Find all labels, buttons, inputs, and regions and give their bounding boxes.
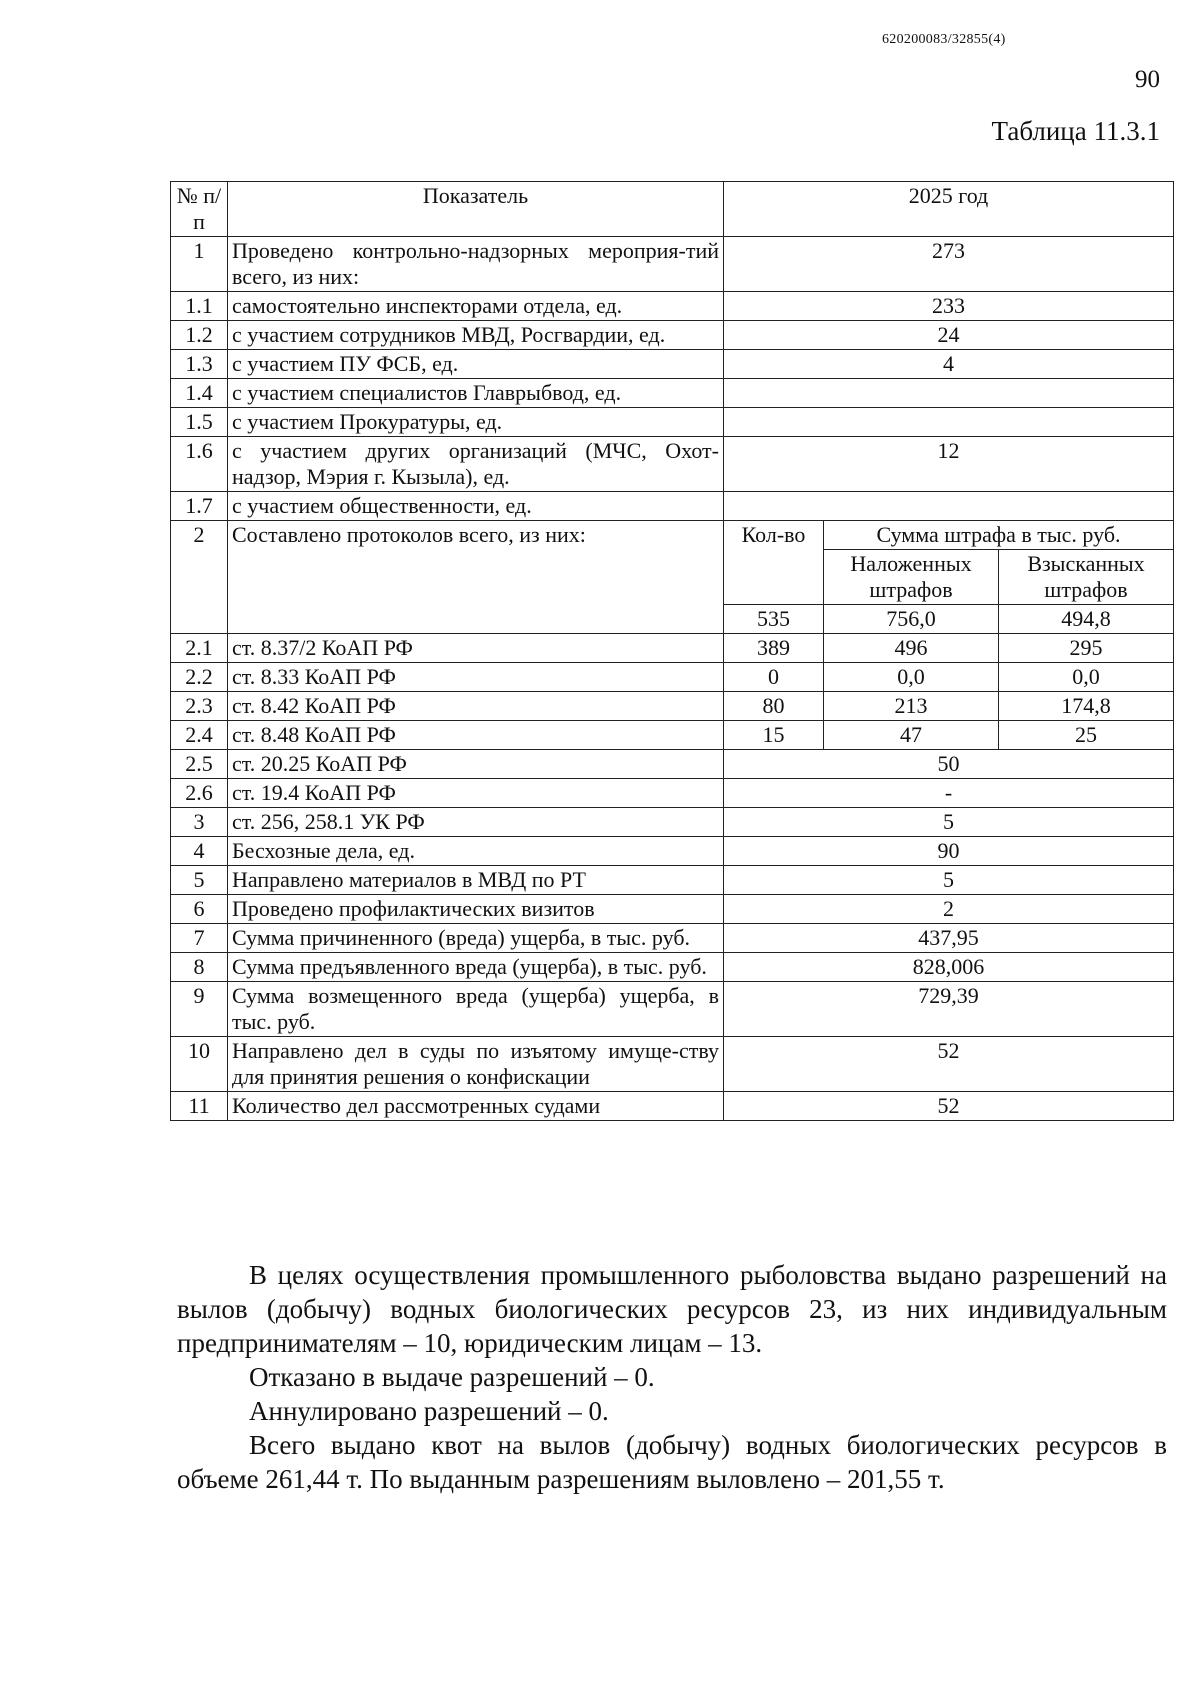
table-row (171, 379, 1174, 408)
row-number: 2.1 (171, 634, 228, 663)
row-indicator: с участием общественности, ед. (228, 492, 724, 521)
row-number: 1.2 (171, 321, 228, 350)
row-number: 1.4 (171, 379, 228, 408)
page-number: 90 (1135, 66, 1160, 93)
row-value: 12 (724, 437, 1174, 492)
table-row (171, 721, 1174, 750)
table-row (171, 982, 1174, 1037)
table-row (171, 692, 1174, 721)
row-value: - (724, 779, 1174, 808)
row-indicator: ст. 19.4 КоАП РФ (228, 779, 724, 808)
table-row (171, 1092, 1174, 1121)
table-row (171, 1037, 1174, 1092)
row-value: 233 (724, 292, 1174, 321)
row-value: 5 (724, 866, 1174, 895)
paragraph-permits: В целях осуществления промышленного рыболовства выдано разрешений на вылов (добычу) водных биологических ресурсов 23, из них индивидуальным предпринимателям – 10, юридическим лицам – 13. (177, 1260, 1167, 1358)
row-number: 7 (171, 924, 228, 953)
row-number: 1.6 (171, 437, 228, 492)
row-collected: 25 (999, 721, 1174, 750)
row-indicator: Количество дел рассмотренных судами (228, 1092, 724, 1121)
row-indicator: Проведено контрольно-надзорных мероприя-тий всего, из них: (228, 237, 724, 292)
indicators-table (170, 181, 1174, 1121)
row-number: 1.1 (171, 292, 228, 321)
row-value (724, 408, 1174, 437)
paragraph-refused: Отказано в выдаче разрешений – 0. (249, 1362, 655, 1392)
row-indicator: Сумма возмещенного вреда (ущерба) ущерба, в тыс. руб. (228, 982, 724, 1037)
row-indicator: ст. 20.25 КоАП РФ (228, 750, 724, 779)
row-number: 1.3 (171, 350, 228, 379)
header-fine-sum: Сумма штрафа в тыс. руб. (824, 521, 1174, 550)
protocols-header-row (171, 521, 1174, 550)
row-indicator: Бесхозные дела, ед. (228, 837, 724, 866)
row-number: 2.2 (171, 663, 228, 692)
total-imposed: 756,0 (824, 605, 999, 634)
row-collected: 174,8 (999, 692, 1174, 721)
header-year: 2025 год (724, 182, 1174, 237)
header-count: Кол-во (724, 521, 824, 605)
row-value: 2 (724, 895, 1174, 924)
row-count: 80 (724, 692, 824, 721)
row-value: 437,95 (724, 924, 1174, 953)
row-number: 4 (171, 837, 228, 866)
table-row (171, 953, 1174, 982)
table-header-row (171, 182, 1174, 237)
row-value (724, 379, 1174, 408)
row-value: 5 (724, 808, 1174, 837)
row-indicator: ст. 8.37/2 КоАП РФ (228, 634, 724, 663)
row-number: 1 (171, 237, 228, 292)
row-count: 15 (724, 721, 824, 750)
body-text (177, 1258, 1167, 1496)
row-indicator: с участием ПУ ФСБ, ед. (228, 350, 724, 379)
row-indicator: ст. 8.48 КоАП РФ (228, 721, 724, 750)
row-value: 90 (724, 837, 1174, 866)
row-imposed: 0,0 (824, 663, 999, 692)
row-indicator: ст. 8.42 КоАП РФ (228, 692, 724, 721)
row-number: 5 (171, 866, 228, 895)
table-row (171, 292, 1174, 321)
table-row (171, 634, 1174, 663)
document-id: 620200083/32855(4) (882, 32, 1006, 47)
row-indicator: Проведено профилактических визитов (228, 895, 724, 924)
row-count: 389 (724, 634, 824, 663)
row-number: 2 (171, 521, 228, 634)
paragraph-quotas: Всего выдано квот на вылов (добычу) водных биологических ресурсов в объеме 261,44 т. По выданным разрешениям выловлено – 201,55 т. (177, 1430, 1167, 1494)
header-num: № п/п (171, 182, 228, 237)
total-count: 535 (724, 605, 824, 634)
row-number: 1.7 (171, 492, 228, 521)
table-row (171, 808, 1174, 837)
total-collected: 494,8 (999, 605, 1174, 634)
row-count: 0 (724, 663, 824, 692)
row-imposed: 213 (824, 692, 999, 721)
row-value: 50 (724, 750, 1174, 779)
row-indicator: с участием сотрудников МВД, Росгвардии, ед. (228, 321, 724, 350)
row-imposed: 496 (824, 634, 999, 663)
table-row (171, 837, 1174, 866)
table-row (171, 321, 1174, 350)
row-indicator: Направлено материалов в МВД по РТ (228, 866, 724, 895)
row-indicator: Сумма предъявленного вреда (ущерба), в тыс. руб. (228, 953, 724, 982)
paragraph-annulled: Аннулировано разрешений – 0. (249, 1396, 609, 1426)
row-value: 729,39 (724, 982, 1174, 1037)
table-row (171, 895, 1174, 924)
row-indicator: с участием Прокуратуры, ед. (228, 408, 724, 437)
table-row (171, 750, 1174, 779)
row-number: 2.6 (171, 779, 228, 808)
row-indicator: самостоятельно инспекторами отдела, ед. (228, 292, 724, 321)
table-row (171, 350, 1174, 379)
table-caption: Таблица 11.3.1 (991, 116, 1160, 146)
row-value: 52 (724, 1092, 1174, 1121)
row-number: 2.3 (171, 692, 228, 721)
row-number: 2.5 (171, 750, 228, 779)
table-row (171, 779, 1174, 808)
row-number: 1.5 (171, 408, 228, 437)
row-number: 8 (171, 953, 228, 982)
row-value: 273 (724, 237, 1174, 292)
table-row (171, 408, 1174, 437)
row-number: 2.4 (171, 721, 228, 750)
row-value: 4 (724, 350, 1174, 379)
row-number: 11 (171, 1092, 228, 1121)
row-value: 24 (724, 321, 1174, 350)
header-collected: Взысканных штрафов (999, 550, 1174, 605)
row-indicator: ст. 8.33 КоАП РФ (228, 663, 724, 692)
row-number: 9 (171, 982, 228, 1037)
table-row (171, 866, 1174, 895)
table-row (171, 437, 1174, 492)
row-indicator: с участием специалистов Главрыбвод, ед. (228, 379, 724, 408)
row-number: 6 (171, 895, 228, 924)
row-indicator: Направлено дел в суды по изъятому имуще-ству для принятия решения о конфискации (228, 1037, 724, 1092)
row-value (724, 492, 1174, 521)
header-imposed: Наложенных штрафов (824, 550, 999, 605)
row-indicator: Сумма причиненного (вреда) ущерба, в тыс. руб. (228, 924, 724, 953)
row-indicator: с участием других организаций (МЧС, Охот-надзор, Мэрия г. Кызыла), ед. (228, 437, 724, 492)
row-indicator: Составлено протоколов всего, из них: (228, 521, 724, 634)
row-number: 10 (171, 1037, 228, 1092)
row-collected: 295 (999, 634, 1174, 663)
row-value: 828,006 (724, 953, 1174, 982)
row-indicator: ст. 256, 258.1 УК РФ (228, 808, 724, 837)
table-row (171, 492, 1174, 521)
row-number: 3 (171, 808, 228, 837)
table-row (171, 924, 1174, 953)
row-value: 52 (724, 1037, 1174, 1092)
header-indicator: Показатель (228, 182, 724, 237)
row-imposed: 47 (824, 721, 999, 750)
row-collected: 0,0 (999, 663, 1174, 692)
table-row (171, 237, 1174, 292)
table-row (171, 663, 1174, 692)
